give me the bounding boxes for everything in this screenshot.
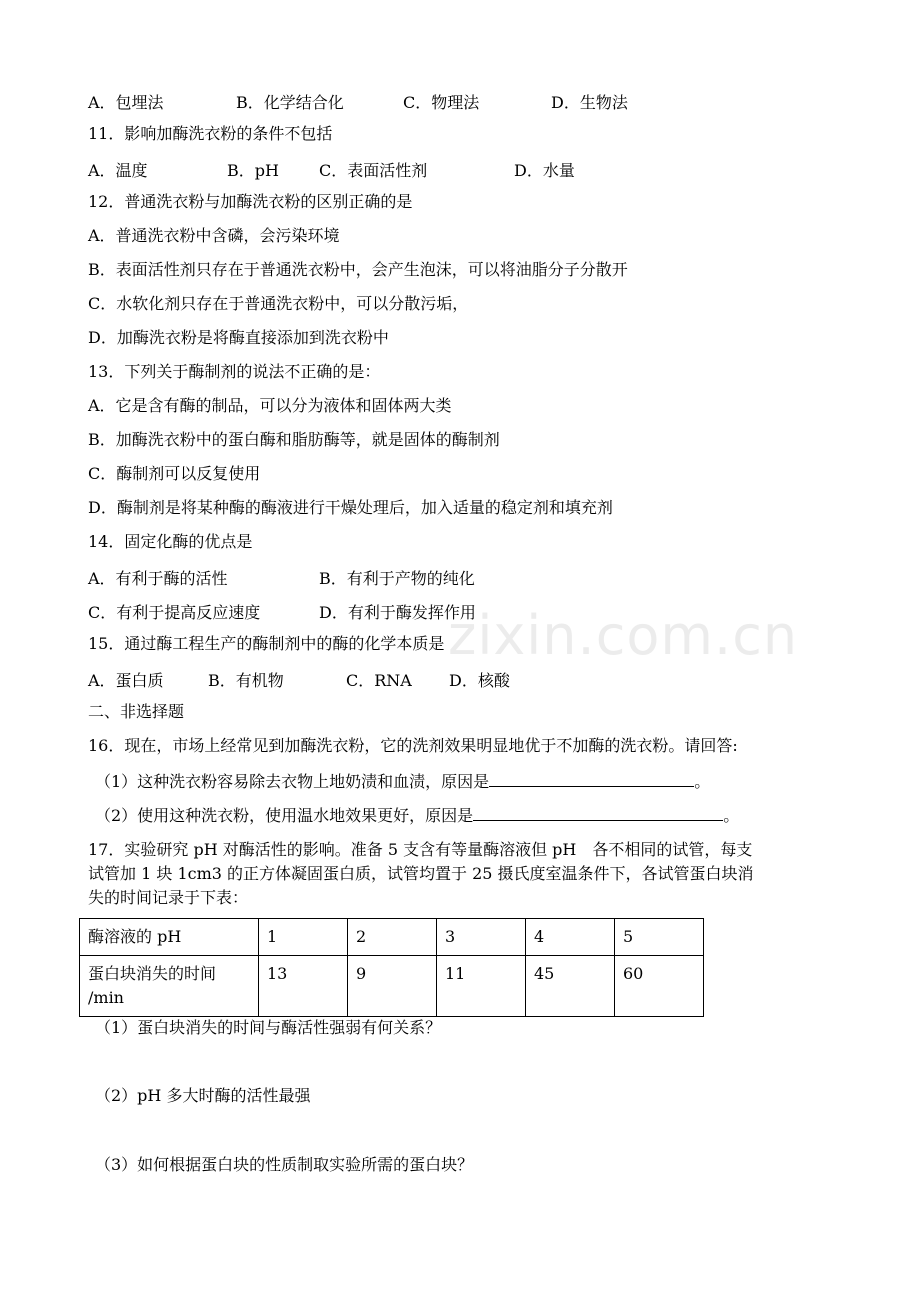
table-cell: 1 [259,919,348,956]
q16-stem: 16．现在，市场上经常见到加酶洗衣粉，它的洗剂效果明显地优于不加酶的洗衣粉。请回答: [88,736,738,755]
q14-stem: 14．固定化酶的优点是 [88,532,253,551]
table-cell: 11 [437,956,526,1017]
q17-sub1: （1）蛋白块消失的时间与酶活性强弱有何关系？ [95,1018,442,1037]
q15-option-b: B．有机物 [208,671,284,690]
table-header-time-line2: /min [88,988,124,1007]
q10-option-d: D．生物法 [551,93,628,112]
table-cell: 45 [526,956,615,1017]
q13-option-b: B．加酶洗衣粉中的蛋白酶和脂肪酶等，就是固体的酶制剂 [88,430,500,449]
q17-stem-line-2: 试管加 1 块 1cm3 的正方体凝固蛋白质，试管均置于 25 摄氏度室温条件下，各试管蛋白块消 [88,864,754,883]
table-row [80,956,704,1017]
q16-sub2-text: （2）使用这种洗衣粉，使用温水地效果更好，原因是 [95,806,474,825]
q14-option-c: C．有利于提高反应速度 [88,603,261,622]
data-table [79,918,704,1017]
q14-option-b: B．有利于产物的纯化 [319,569,475,588]
q16-sub2 [95,804,739,826]
q13-option-a: A．它是含有酶的制品，可以分为液体和固体两大类 [88,396,452,415]
q10-option-b: B．化学结合化 [236,93,344,112]
q12-option-b: B．表面活性剂只存在于普通洗衣粉中，会产生泡沫，可以将油脂分子分散开 [88,260,628,279]
table-cell: 13 [259,956,348,1017]
q11-stem: 11．影响加酶洗衣粉的条件不包括 [88,124,333,143]
q11-option-b: B．pH [227,161,279,180]
table-header-time-line1: 蛋白块消失的时间 [88,964,217,983]
table-cell: 2 [348,919,437,956]
q12-option-a: A．普通洗衣粉中含磷，会污染环境 [88,226,340,245]
q17-sub2: （2）pH 多大时酶的活性最强 [95,1086,311,1105]
q15-stem: 15．通过酶工程生产的酶制剂中的酶的化学本质是 [88,634,445,653]
table-header-time [80,956,259,1017]
q14-option-d: D．有利于酶发挥作用 [319,603,476,622]
q17-stem-line-3: 失的时间记录于下表： [88,888,249,907]
table-cell: 60 [615,956,704,1017]
q15-option-a: A．蛋白质 [88,671,164,690]
q12-stem: 12．普通洗衣粉与加酶洗衣粉的区别正确的是 [88,192,413,211]
q17-stem-line-1: 17．实验研究 pH 对酶活性的影响。准备 5 支含有等量酶溶液但 pH 各不相同的试管，每支 [88,840,753,859]
q13-option-c: C．酶制剂可以反复使用 [88,464,261,483]
table-cell: 4 [526,919,615,956]
table-cell: 5 [615,919,704,956]
q10-option-c: C．物理法 [403,93,480,112]
table-cell: 9 [348,956,437,1017]
q16-sub1 [95,770,710,792]
table-row [80,919,704,956]
q12-option-c: C．水软化剂只存在于普通洗衣粉中，可以分散污垢， [88,294,469,313]
q11-option-a: A．温度 [88,161,148,180]
q11-option-c: C．表面活性剂 [319,161,428,180]
table-header-ph: 酶溶液的 pH [80,919,259,956]
q16-sub1-text: （1）这种洗衣粉容易除去衣物上地奶渍和血渍，原因是 [95,772,490,791]
q14-option-a: A．有利于酶的活性 [88,569,228,588]
q16-sub1-end: 。 [694,772,711,791]
q15-option-d: D．核酸 [449,671,510,690]
q15-option-c: C．RNA [346,671,412,690]
answer-blank[interactable] [473,804,723,821]
watermark: zixin.com.cn [448,604,799,667]
q13-option-d: D．酶制剂是将某种酶的酶液进行干燥处理后，加入适量的稳定剂和填充剂 [88,498,613,517]
q12-option-d: D．加酶洗衣粉是将酶直接添加到洗衣粉中 [88,328,389,347]
q17-sub3: （3）如何根据蛋白块的性质制取实验所需的蛋白块？ [95,1155,474,1174]
table-cell: 3 [437,919,526,956]
section-heading: 二、非选择题 [88,702,185,721]
q11-option-d: D．水量 [514,161,575,180]
q13-stem: 13．下列关于酶制剂的说法不正确的是： [88,362,381,381]
q10-option-a: A．包埋法 [88,93,164,112]
q16-sub2-end: 。 [723,806,740,825]
answer-blank[interactable] [489,770,694,787]
